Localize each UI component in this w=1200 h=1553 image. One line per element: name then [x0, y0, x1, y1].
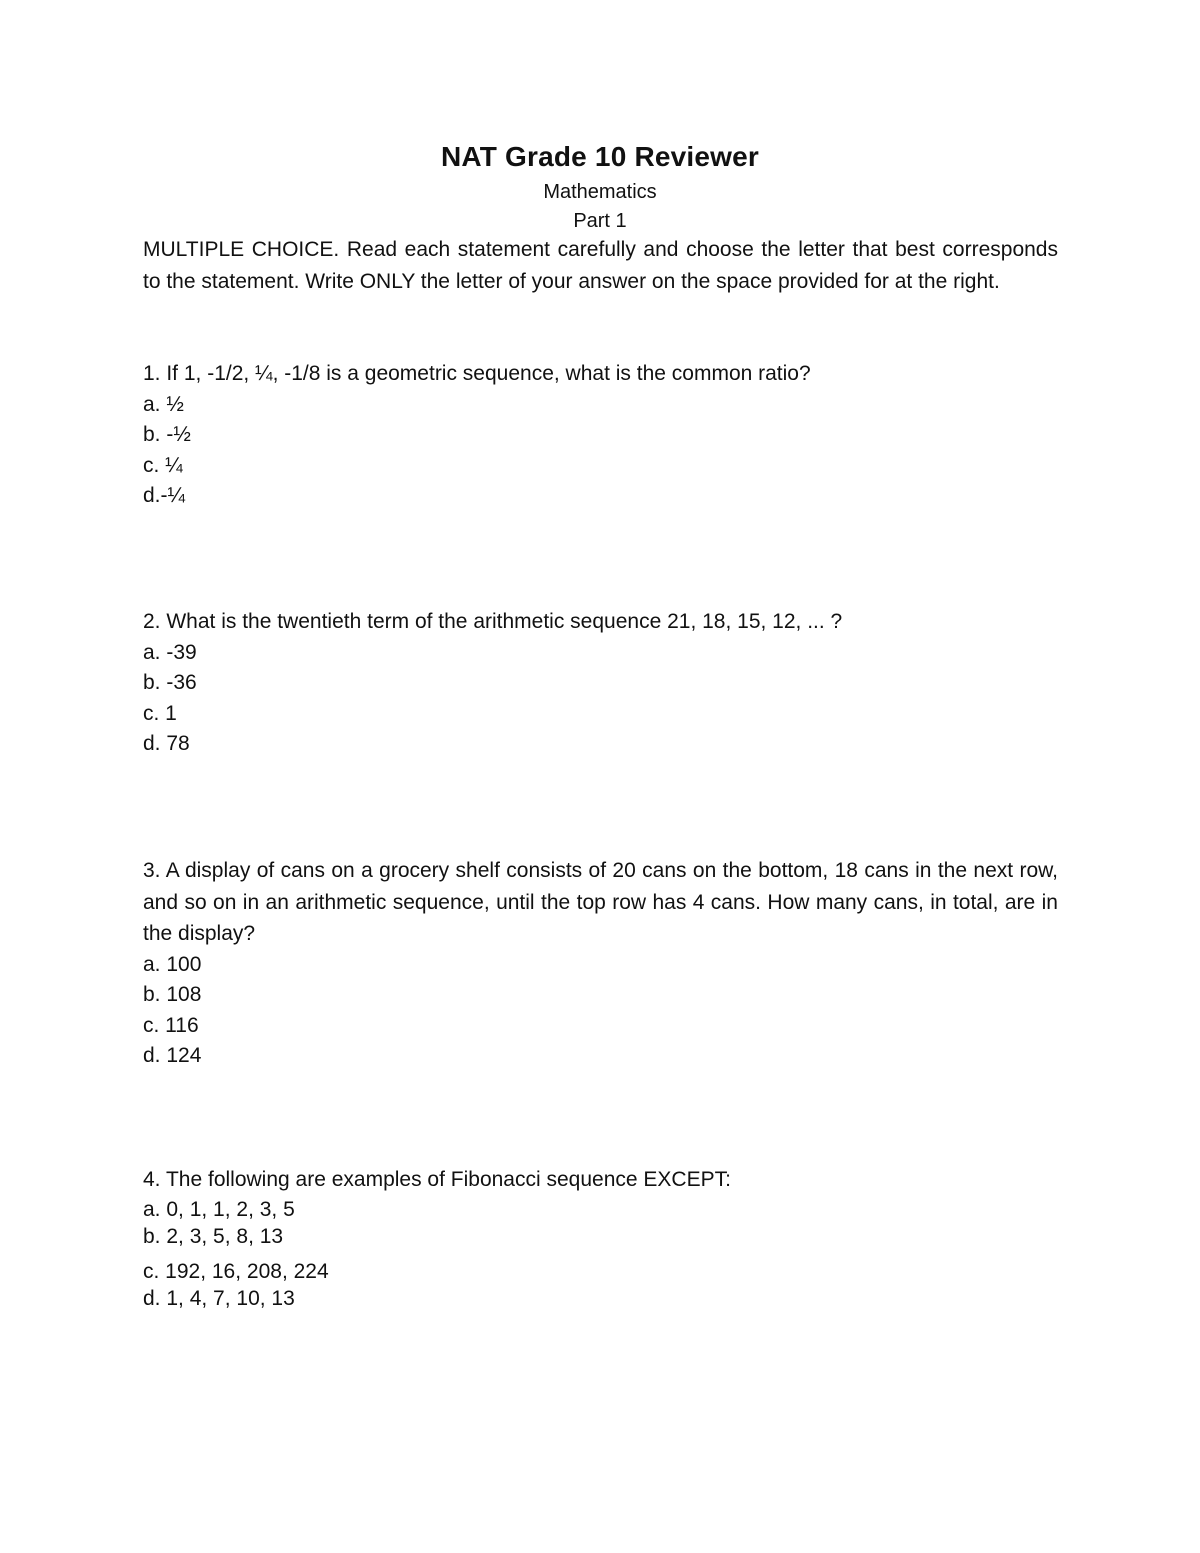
page-title: NAT Grade 10 Reviewer — [440, 141, 760, 172]
choice-2b: b. -36 — [143, 671, 197, 694]
question-2-text: 2. What is the twentieth term of the arithmetic sequence 21, 18, 15, 12, ... ? — [143, 610, 843, 633]
part-heading: Part 1 — [573, 210, 627, 232]
choice-2a: a. -39 — [143, 640, 197, 664]
question-4-choices — [143, 1196, 1058, 1312]
choice-1b: b. -½ — [143, 423, 191, 446]
question-3-text: 3. A display of cans on a grocery shelf consists of 20 cans on the bottom, 18 cans in the next row, and so on in an arithmetic sequence, until the top row has 4 cans. How many cans, in total, are in the display? — [143, 859, 1058, 945]
choice-2d: d. 78 — [143, 732, 190, 755]
question-1 — [143, 358, 1058, 512]
choice-1a: a. ½ — [143, 392, 184, 416]
question-1-text: 1. If 1, -1/2, ¼, -1/8 is a geometric sequence, what is the common ratio? — [143, 362, 811, 385]
choice-3a: a. 100 — [143, 952, 202, 976]
question-4-text: 4. The following are examples of Fibonacci sequence EXCEPT: — [143, 1168, 731, 1191]
choice-2c: c. 1 — [143, 701, 177, 725]
question-1-choices — [143, 390, 1058, 512]
question-4 — [143, 1164, 1058, 1312]
question-3 — [143, 855, 1058, 1072]
question-2-choices — [143, 638, 1058, 760]
choice-1c: c. ¼ — [143, 453, 183, 477]
question-3-choices — [143, 950, 1058, 1072]
choice-3b: b. 108 — [143, 983, 202, 1006]
choice-1d: d.-¼ — [143, 484, 186, 507]
choice-4b: b. 2, 3, 5, 8, 13 — [143, 1224, 284, 1248]
choice-4c: c. 192, 16, 208, 224 — [143, 1259, 329, 1283]
subject-heading: Mathematics — [543, 181, 657, 203]
question-2 — [143, 606, 1058, 760]
choice-3c: c. 116 — [143, 1013, 199, 1037]
choice-4a: a. 0, 1, 1, 2, 3, 5 — [143, 1197, 295, 1221]
instructions-paragraph: MULTIPLE CHOICE. Read each statement carefully and choose the letter that best corresponds to the statement. Write ONLY the letter of your answer on the space provided for at the right. — [143, 238, 1058, 293]
choice-4d: d. 1, 4, 7, 10, 13 — [143, 1286, 295, 1310]
choice-3d: d. 124 — [143, 1044, 202, 1067]
